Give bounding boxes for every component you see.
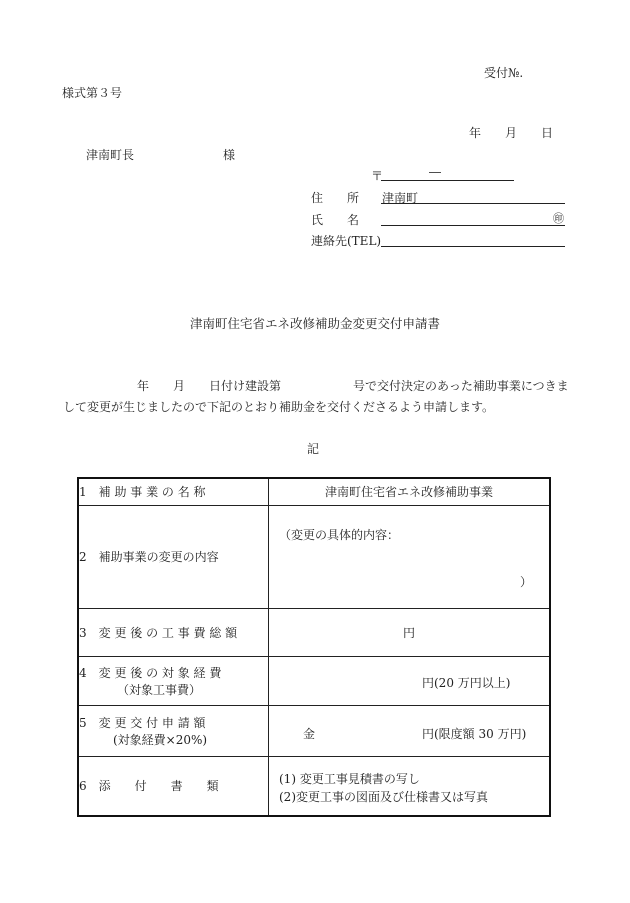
row-label: 2 補助事業の変更の内容 — [78, 505, 269, 608]
phone-label: 連絡先(TEL) — [311, 234, 382, 248]
honorific: 様 — [223, 148, 236, 162]
seal-mark: ㊞ — [553, 212, 564, 225]
amount-unit: 円(限度額 30 万円) — [422, 726, 527, 741]
row-label: 3 変 更 後 の 工 事 費 総 額 — [78, 608, 269, 656]
total-cost-field[interactable]: 円 — [269, 608, 551, 656]
phone-field[interactable] — [381, 246, 565, 247]
addressee: 津南町長 — [86, 148, 135, 162]
form-number: 様式第３号 — [62, 86, 123, 100]
attachment-item-1: (1) 変更工事見積書の写し — [279, 771, 420, 786]
change-details-field[interactable] — [269, 505, 551, 608]
eligible-cost-unit: 円(20 万円以上) — [422, 675, 511, 690]
table-row — [78, 756, 550, 816]
address-label: 住 所 — [311, 191, 360, 205]
attachments-cell — [269, 756, 551, 816]
amount-prefix: 金 — [303, 726, 316, 741]
body-line-1: 年 月 日付け建設第 号で交付決定のあった補助事業につきま — [137, 379, 569, 393]
row-label — [78, 705, 269, 756]
project-name-value: 津南町住宅省エネ改修補助事業 — [269, 478, 551, 505]
request-amount-field[interactable] — [269, 705, 551, 756]
row-label-line1: 5 変 更 交 付 申 請 額 — [79, 715, 206, 730]
row-label-line2: (対象経費×20%) — [113, 732, 208, 747]
eligible-cost-field[interactable] — [269, 656, 551, 705]
table-row — [78, 608, 550, 656]
change-details-close: ） — [520, 574, 533, 589]
table-row — [78, 705, 550, 756]
name-field[interactable] — [381, 225, 565, 226]
row-label: 6 添 付 書 類 — [78, 756, 269, 816]
application-table — [77, 477, 551, 817]
postal-mark: 〒 — [371, 169, 384, 183]
row-label — [78, 656, 269, 705]
body-line-2: して変更が生じましたので下記のとおり補助金を交付くださるよう申請します。 — [63, 400, 495, 414]
table-row — [78, 505, 550, 608]
document-title: 津南町住宅省エネ改修補助金変更交付申請書 — [189, 316, 440, 331]
ki-mark: 記 — [307, 442, 320, 456]
address-value: 津南町 — [382, 191, 419, 205]
receipt-number-label: 受付№. — [484, 66, 524, 80]
table-row — [78, 656, 550, 705]
name-label: 氏 名 — [311, 213, 360, 227]
row-label: 1 補 助 事 業 の 名 称 — [78, 478, 269, 505]
address-field[interactable] — [381, 203, 565, 204]
row-label-line1: 4 変 更 後 の 対 象 経 費 — [79, 665, 222, 680]
postal-dash: ― — [429, 165, 441, 179]
row-label-line2: （対象工事費） — [117, 682, 202, 697]
table-row — [78, 478, 550, 505]
change-details-open: （変更の具体的内容： — [279, 527, 400, 542]
date-field[interactable]: 年 月 日 — [469, 126, 554, 140]
attachment-item-2: (2)変更工事の図面及び仕様書又は写真 — [279, 789, 488, 804]
postal-code-field[interactable] — [381, 180, 514, 181]
